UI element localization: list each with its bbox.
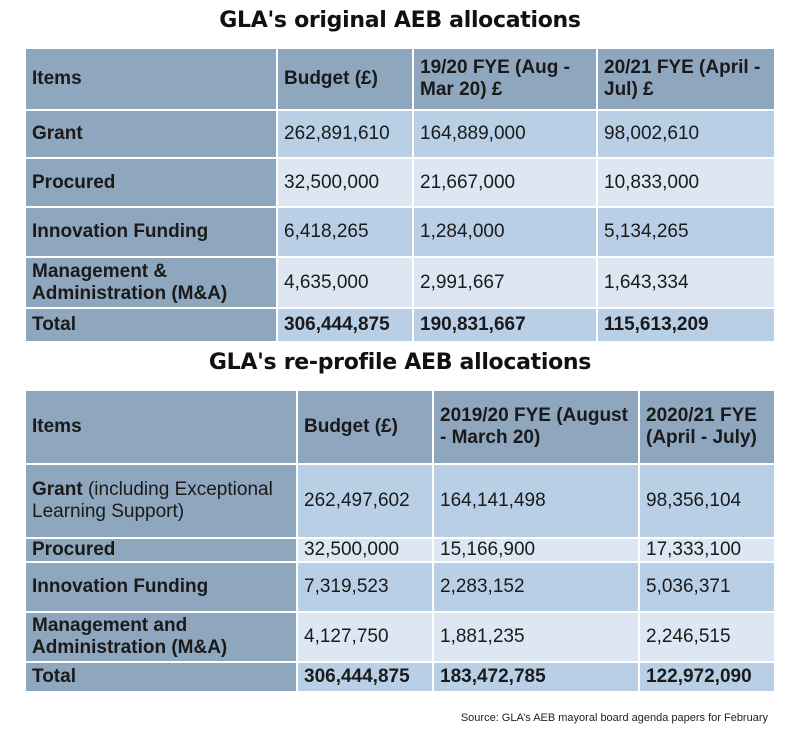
row-fye2: 17,333,100 — [639, 538, 775, 562]
row-item-note: (including Exceptional Learning Support) — [32, 479, 273, 522]
reprofile-table-title: GLA's re-profile AEB allocations — [208, 350, 592, 375]
row-item: Management and Administration (M&A) — [25, 612, 297, 662]
table-row — [25, 538, 775, 562]
total-label: Total — [25, 308, 277, 342]
row-fye1: 2,283,152 — [433, 562, 639, 612]
header-items: Items — [25, 390, 297, 464]
original-allocations-table — [24, 47, 776, 343]
row-item: Innovation Funding — [25, 562, 297, 612]
row-budget: 32,500,000 — [297, 538, 433, 562]
row-item — [25, 464, 297, 538]
row-fye1: 21,667,000 — [413, 158, 597, 207]
total-budget: 306,444,875 — [277, 308, 413, 342]
row-budget: 4,635,000 — [277, 257, 413, 308]
row-fye2: 98,356,104 — [639, 464, 775, 538]
original-table-title: GLA's original AEB allocations — [219, 8, 581, 33]
table-row — [25, 612, 775, 662]
row-fye1: 164,889,000 — [413, 110, 597, 158]
table-header-row — [25, 48, 775, 110]
row-fye2: 98,002,610 — [597, 110, 775, 158]
header-fye-1920: 2019/20 FYE (August - March 20) — [433, 390, 639, 464]
total-fye1: 183,472,785 — [433, 662, 639, 692]
total-budget: 306,444,875 — [297, 662, 433, 692]
table-row — [25, 110, 775, 158]
row-budget: 262,891,610 — [277, 110, 413, 158]
row-fye2: 1,643,334 — [597, 257, 775, 308]
table-total-row — [25, 308, 775, 342]
table-header-row — [25, 390, 775, 464]
row-fye1: 1,881,235 — [433, 612, 639, 662]
row-fye2: 10,833,000 — [597, 158, 775, 207]
row-item: Management & Administration (M&A) — [25, 257, 277, 308]
table-row — [25, 207, 775, 257]
row-item: Grant — [25, 110, 277, 158]
total-fye2: 122,972,090 — [639, 662, 775, 692]
total-label: Total — [25, 662, 297, 692]
row-item: Innovation Funding — [25, 207, 277, 257]
header-budget: Budget (£) — [277, 48, 413, 110]
table-row — [25, 257, 775, 308]
row-fye1: 15,166,900 — [433, 538, 639, 562]
header-fye-2021: 20/21 FYE (April - Jul) £ — [597, 48, 775, 110]
reprofile-allocations-table — [24, 389, 776, 693]
row-budget: 262,497,602 — [297, 464, 433, 538]
table-total-row — [25, 662, 775, 692]
row-budget: 4,127,750 — [297, 612, 433, 662]
row-fye2: 5,134,265 — [597, 207, 775, 257]
row-budget: 7,319,523 — [297, 562, 433, 612]
row-fye2: 2,246,515 — [639, 612, 775, 662]
row-fye1: 164,141,498 — [433, 464, 639, 538]
table-row — [25, 562, 775, 612]
header-fye-1920: 19/20 FYE (Aug - Mar 20) £ — [413, 48, 597, 110]
header-items: Items — [25, 48, 277, 110]
table-row — [25, 158, 775, 207]
row-budget: 6,418,265 — [277, 207, 413, 257]
total-fye2: 115,613,209 — [597, 308, 775, 342]
header-fye-2021: 2020/21 FYE (April - July) — [639, 390, 775, 464]
row-item: Procured — [25, 158, 277, 207]
source-note: Source: GLA’s AEB mayoral board agenda papers for February — [460, 712, 768, 724]
row-budget: 32,500,000 — [277, 158, 413, 207]
header-budget: Budget (£) — [297, 390, 433, 464]
row-fye1: 1,284,000 — [413, 207, 597, 257]
total-fye1: 190,831,667 — [413, 308, 597, 342]
table-row — [25, 464, 775, 538]
row-fye2: 5,036,371 — [639, 562, 775, 612]
row-item: Procured — [25, 538, 297, 562]
row-fye1: 2,991,667 — [413, 257, 597, 308]
row-item-name: Grant — [32, 479, 83, 500]
